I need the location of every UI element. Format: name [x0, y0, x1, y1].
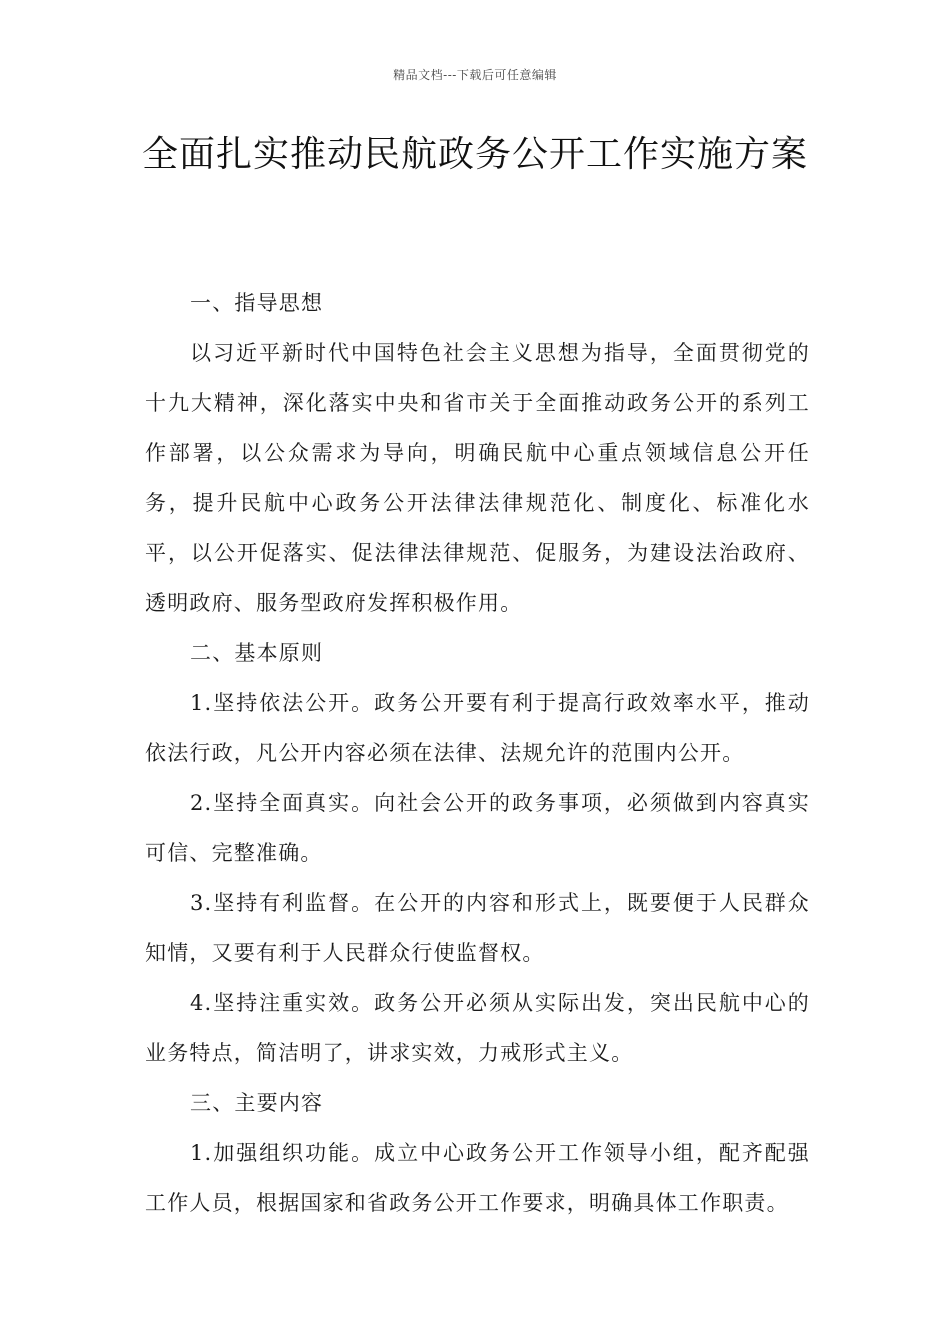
- header-note: 精品文档---下载后可任意编辑: [393, 68, 557, 82]
- paragraph-guiding-ideology: 以习近平新时代中国特色社会主义思想为指导，全面贯彻党的十九大精神，深化落实中央和省市关于全面推动政务公开的系列工作部署，以公众需求为导向，明确民航中心重点领域信息公开任务，提升民航中心政务公开法律法律规范化、制度化、标准化水平，以公开促落实、促法律法律规范、促服务，为建设法治政府、透明政府、服务型政府发挥积极作用。: [145, 341, 810, 615]
- paragraph-principle-4: 4.坚持注重实效。政务公开必须从实际出发，突出民航中心的业务特点，简洁明了，讲求实效，力戒形式主义。: [145, 991, 810, 1065]
- section-heading-main-content: 三、主要内容: [190, 1091, 324, 1115]
- document-title: 全面扎实推动民航政务公开工作实施方案: [141, 134, 808, 175]
- section-heading-basic-principles: 二、基本原则: [190, 641, 324, 665]
- section-heading-guiding-ideology: 一、指导思想: [190, 291, 324, 315]
- paragraph-principle-2: 2.坚持全面真实。向社会公开的政务事项，必须做到内容真实可信、完整准确。: [145, 791, 810, 865]
- document-body: [145, 278, 810, 1228]
- paragraph-content-1: 1.加强组织功能。成立中心政务公开工作领导小组，配齐配强工作人员，根据国家和省政务公开工作要求，明确具体工作职责。: [145, 1141, 810, 1215]
- paragraph-principle-1: 1.坚持依法公开。政务公开要有利于提高行政效率水平，推动依法行政，凡公开内容必须在法律、法规允许的范围内公开。: [145, 691, 810, 765]
- paragraph-principle-3: 3.坚持有利监督。在公开的内容和形式上，既要便于人民群众知情，又要有利于人民群众行使监督权。: [145, 891, 810, 965]
